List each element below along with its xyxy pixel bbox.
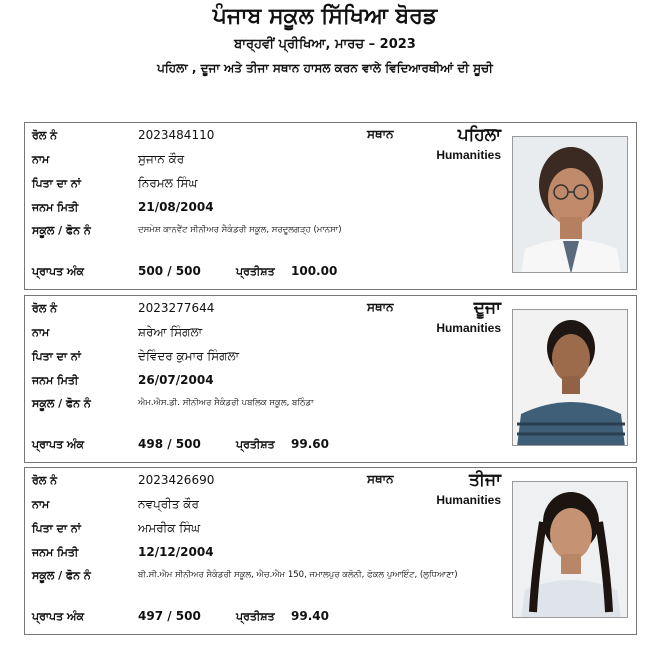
- roll-label: ਰੋਲ ਨੰ: [32, 129, 57, 142]
- dob-label: ਜਨਮ ਮਿਤੀ: [32, 374, 79, 387]
- percent-label: ਪ੍ਰਤੀਸ਼ਤ: [236, 610, 275, 623]
- stream-value: Humanities: [436, 321, 501, 335]
- rank-value: ਪਹਿਲਾ: [457, 125, 501, 145]
- father-name-label: ਪਿਤਾ ਦਾ ਨਾਂ: [32, 350, 81, 363]
- roll-label: ਰੋਲ ਨੰ: [32, 302, 57, 315]
- name-label: ਨਾਮ: [32, 326, 50, 339]
- rank-value: ਤੀਜਾ: [469, 470, 501, 490]
- marks-value: 497 / 500: [138, 609, 201, 623]
- percent-label: ਪ੍ਰਤੀਸ਼ਤ: [236, 265, 275, 278]
- rank-label: ਸਥਾਨ: [367, 472, 394, 486]
- school-label: ਸਕੂਲ / ਫੋਨ ਨੰ: [32, 397, 91, 410]
- dob-value: 12/12/2004: [138, 545, 214, 559]
- father-name-value: ਅਮਰੀਕ ਸਿੰਘ: [138, 521, 201, 535]
- percent-value: 99.60: [291, 437, 329, 451]
- student-photo: [512, 309, 628, 446]
- school-value: ਦਸਮੇਸ਼ ਕਾਨਵੈਂਟ ਸੀਨੀਅਰ ਸੈਕੰਡਰੀ ਸਕੂਲ, ਸਰਦੂਲਗੜ੍ਹ (ਮਾਨਸਾ): [138, 225, 342, 235]
- school-label: ਸਕੂਲ / ਫੋਨ ਨੰ: [32, 224, 91, 237]
- dob-label: ਜਨਮ ਮਿਤੀ: [32, 201, 79, 214]
- marks-value: 498 / 500: [138, 437, 201, 451]
- roll-value: 2023426690: [138, 473, 215, 487]
- roll-label: ਰੋਲ ਨੰ: [32, 474, 57, 487]
- student-card-third: [24, 467, 637, 635]
- marks-label: ਪ੍ਰਾਪਤ ਅੰਕ: [32, 438, 84, 451]
- student-photo: [512, 136, 628, 273]
- marks-value: 500 / 500: [138, 264, 201, 278]
- percent-label: ਪ੍ਰਤੀਸ਼ਤ: [236, 438, 275, 451]
- student-photo: [512, 481, 628, 618]
- school-value: ਬੀ.ਸੀ.ਐਮ ਸੀਨੀਅਰ ਸੈਕੰਡਰੀ ਸਕੂਲ, ਐਚ.ਐਮ 150, ਜਮਾਲਪੁਰ ਕਲੋਨੀ, ਫੋਕਲ ਪੁਆਇੰਟ, (ਲੁਧਿਆਣਾ): [138, 570, 458, 580]
- board-title: ਪੰਜਾਬ ਸਕੂਲ ਸਿੱਖਿਆ ਬੋਰਡ: [212, 4, 438, 29]
- name-value: ਸੁਜਾਨ ਕੌਰ: [138, 152, 185, 166]
- stream-value: Humanities: [436, 148, 501, 162]
- percent-value: 100.00: [291, 264, 338, 278]
- father-name-value: ਦੇਵਿੰਦਰ ਕੁਮਾਰ ਸਿੰਗਲਾ: [138, 349, 240, 363]
- dob-label: ਜਨਮ ਮਿਤੀ: [32, 546, 79, 559]
- rank-label: ਸਥਾਨ: [367, 300, 394, 314]
- marks-label: ਪ੍ਰਾਪਤ ਅੰਕ: [32, 610, 84, 623]
- father-name-value: ਨਿਰਮਲ ਸਿੰਘ: [138, 176, 198, 190]
- dob-value: 26/07/2004: [138, 373, 214, 387]
- percent-value: 99.40: [291, 609, 329, 623]
- marks-label: ਪ੍ਰਾਪਤ ਅੰਕ: [32, 265, 84, 278]
- student-card-second: [24, 295, 637, 463]
- roll-value: 2023277644: [138, 301, 215, 315]
- father-name-label: ਪਿਤਾ ਦਾ ਨਾਂ: [32, 177, 81, 190]
- dob-value: 21/08/2004: [138, 200, 214, 214]
- name-value: ਸ਼ਰੇਆ ਸਿੰਗਲਾ: [138, 325, 203, 339]
- exam-subtitle: ਬਾਰ੍ਹਵੀਂ ਪ੍ਰੀਖਿਆ, ਮਾਰਚ – 2023: [234, 37, 416, 52]
- school-value: ਐਮ.ਐਸ.ਡੀ. ਸੀਨੀਅਰ ਸੈਕੰਡਰੀ ਪਬਲਿਕ ਸਕੂਲ, ਬਠਿੰਡਾ: [138, 398, 314, 408]
- student-card-first: [24, 122, 637, 290]
- stream-value: Humanities: [436, 493, 501, 507]
- name-value: ਨਵਪ੍ਰੀਤ ਕੌਰ: [138, 497, 199, 511]
- rank-value: ਦੂਜਾ: [473, 298, 501, 318]
- rank-label: ਸਥਾਨ: [367, 127, 394, 141]
- school-label: ਸਕੂਲ / ਫੋਨ ਨੰ: [32, 569, 91, 582]
- name-label: ਨਾਮ: [32, 498, 50, 511]
- roll-value: 2023484110: [138, 128, 215, 142]
- father-name-label: ਪਿਤਾ ਦਾ ਨਾਂ: [32, 522, 81, 535]
- name-label: ਨਾਮ: [32, 153, 50, 166]
- list-description: ਪਹਿਲਾ , ਦੂਜਾ ਅਤੇ ਤੀਜਾ ਸਥਾਨ ਹਾਸਲ ਕਰਨ ਵਾਲੇ ਵਿਦਿਆਰਥੀਆਂ ਦੀ ਸੂਚੀ: [157, 61, 493, 75]
